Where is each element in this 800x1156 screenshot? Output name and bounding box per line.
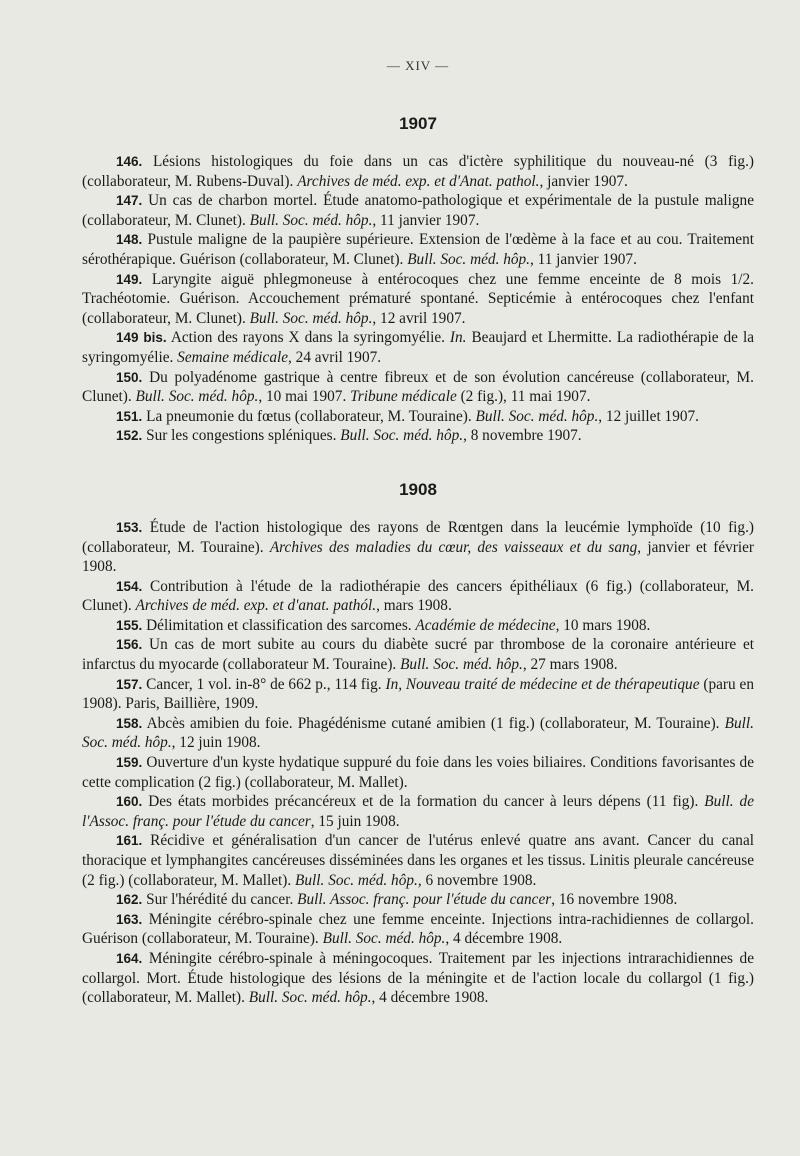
journal-title: Bull. Soc. méd. hôp. xyxy=(475,407,599,425)
entry-text: , janvier 1907. xyxy=(539,172,628,190)
bibliography-entry xyxy=(82,910,754,949)
entry-text: , 11 janvier 1907. xyxy=(529,250,637,268)
entry-text: Contribution à l'étude de la radiothérapie des cancers épithéliaux (6 fig.) (collaborateur, M. Clunet). xyxy=(82,577,754,615)
journal-title: In, Nouveau traité de médecine et de thérapeutique xyxy=(385,675,700,693)
entry-text: (2 fig.), 11 mai 1907. xyxy=(456,388,591,406)
bibliography-entry xyxy=(82,831,754,890)
entry-text: Récidive et généralisation d'un cancer de l'utérus enlevé quatre ans avant. Cancer du canal thoracique et lymphangites cancéreuses disséminées dans les organes et les tissus. Linitis pleurale cancéreuse (2 fig.) (collaborateur, M. Mallet). xyxy=(82,832,754,889)
entry-text: , 10 mai 1907. xyxy=(258,388,351,406)
entry-text: Délimitation et classification des sarcomes. xyxy=(142,616,416,634)
entry-text: Des états morbides précancéreux et de la formation du cancer à leurs dépens (11 fig). xyxy=(142,793,705,811)
entry-text: Action des rayons X dans la syringomyélie. xyxy=(166,329,450,347)
bibliography-entry xyxy=(82,270,754,329)
entry-number: 146. xyxy=(116,154,143,169)
entry-text: , 12 juin 1908. xyxy=(171,734,261,752)
entry-number: 159. xyxy=(116,755,143,771)
year-heading: 1907 xyxy=(399,114,437,133)
entry-number: 149 bis. xyxy=(116,330,167,346)
entry-list xyxy=(82,518,754,1008)
entry-number: 152. xyxy=(116,428,143,444)
bibliography-entry xyxy=(82,230,754,269)
entry-number: 160. xyxy=(116,794,143,810)
entry-text: Beaujard et Lhermitte. La radiothérapie de la syringomyélie. xyxy=(82,329,754,366)
bibliography-entry xyxy=(82,949,754,1008)
page-folio: — XIV — xyxy=(386,58,450,73)
entry-number: 147. xyxy=(116,193,143,209)
entry-text: , 12 juillet 1907. xyxy=(598,407,699,425)
entry-number: 161. xyxy=(116,833,143,849)
entry-text: , 16 novembre 1908. xyxy=(551,891,678,909)
entry-number: 150. xyxy=(116,369,143,385)
bibliography-entry xyxy=(82,753,754,792)
bibliography-entry xyxy=(82,191,754,230)
journal-title: Bull. Soc. méd. hôp. xyxy=(82,714,754,752)
entry-text: Sur l'hérédité du cancer. xyxy=(142,891,298,909)
entry-text: , 11 janvier 1907. xyxy=(372,211,480,229)
entry-text: Lésions histologiques du foie dans un cas d'ictère syphilitique du nouveau-né (3 fig.) (collaborateur, M. Rubens-Duval). xyxy=(82,153,754,190)
entry-number: 154. xyxy=(116,578,143,594)
journal-title: Bull. Soc. méd. hôp. xyxy=(340,427,464,445)
entry-text: , mars 1908. xyxy=(376,597,452,615)
journal-title: In. xyxy=(449,329,467,347)
entry-number: 156. xyxy=(116,637,143,653)
entry-list xyxy=(82,152,754,446)
entry-text: , 4 décembre 1908. xyxy=(445,930,563,948)
entry-text: Un cas de charbon mortel. Étude anatomo-pathologique et expérimentale de la pustule maligne (collaborateur, M. Clunet). xyxy=(82,192,754,229)
bibliography-entry xyxy=(82,577,754,616)
journal-title: Archives de méd. exp. et d'Anat. pathol. xyxy=(297,172,540,190)
journal-title: Bull. Soc. méd. hôp. xyxy=(295,871,418,889)
entry-text: La pneumonie du fœtus (collaborateur, M. Touraine). xyxy=(142,407,476,425)
entry-text: , 6 novembre 1908. xyxy=(417,871,537,889)
bibliography-entry xyxy=(82,792,754,831)
bibliography-entry xyxy=(82,714,754,753)
entry-text: Méningite cérébro-spinale chez une femme enceinte. Injections intra-rachidiennes de collargol. Guérison (collaborateur, M. Touraine). xyxy=(82,910,754,948)
bibliography-entry xyxy=(82,152,754,191)
journal-title: Archives des maladies du cœur, des vaisseaux et du sang xyxy=(269,538,638,556)
entry-text: , 10 mars 1908. xyxy=(555,616,651,634)
bibliography-entry xyxy=(82,635,754,674)
journal-title: Académie de médecine xyxy=(415,616,556,634)
section-1908 xyxy=(82,480,754,1008)
entry-text: , janvier et février 1908. xyxy=(82,538,754,576)
entry-text: Un cas de mort subite au cours du diabète sucré par thrombose de la coronaire antérieure et infarctus du myocarde (collaborateur M. Touraine). xyxy=(82,636,754,674)
entry-number: 157. xyxy=(116,676,143,692)
bibliography-entry xyxy=(82,675,754,714)
entry-text: Abcès amibien du foie. Phagédénisme cutané amibien (1 fig.) (collaborateur, M. Touraine). xyxy=(142,714,725,732)
journal-title: Bull. Soc. méd. hôp. xyxy=(248,989,372,1007)
bibliography-entry xyxy=(82,518,754,577)
journal-title: Bull. Soc. méd. hôp. xyxy=(407,250,530,268)
entry-text: , 15 juin 1908. xyxy=(310,812,400,830)
entry-text: Pustule maligne de la paupière supérieure. Extension de l'œdème à la face et au cou. Traitement sérothérapique. Guérison (collaborateur, M. Clunet). xyxy=(82,231,754,268)
entry-number: 163. xyxy=(116,911,143,927)
journal-title: Archives de méd. exp. et d'anat. pathól. xyxy=(135,597,377,615)
entry-text: Cancer, 1 vol. in-8° de 662 p., 114 fig. xyxy=(142,675,386,693)
bibliography-entry xyxy=(82,616,754,636)
entry-text: , 12 avril 1907. xyxy=(372,309,466,327)
entry-number: 148. xyxy=(116,232,143,248)
journal-title: Semaine médicale xyxy=(177,348,289,366)
journal-title: Bull. Soc. méd. hôp. xyxy=(400,656,523,674)
entry-text: Méningite cérébro-spinale à méningocoques. Traitement par les injections intrarachidiennes de collargol. Mort. Étude histologique des lésions de la méningite et de l'action locale du collargol (1 fig.) (collaborateur, M. Mallet). xyxy=(82,949,754,1007)
entry-text: Ouverture d'un kyste hydatique suppuré du foie dans les voies biliaires. Conditions favorisantes de cette complication (2 fig.) (collaborateur, M. Mallet). xyxy=(82,754,754,791)
bibliography-entry xyxy=(82,426,754,446)
journal-title: Bull. Soc. méd. hôp. xyxy=(135,388,259,406)
entry-text: (paru en 1908). Paris, Baillière, 1909. xyxy=(82,675,754,713)
bibliography-entry xyxy=(82,328,754,367)
entry-text: Étude de l'action histologique des rayons de Rœntgen dans la leucémie lymphoïde (10 fig.) (collaborateur, M. Touraine). xyxy=(82,518,754,556)
entry-number: 151. xyxy=(116,408,143,424)
entry-text: , 24 avril 1907. xyxy=(288,348,382,366)
entry-text: , 27 mars 1908. xyxy=(522,656,618,674)
journal-title: Tribune médicale xyxy=(350,388,457,406)
entry-number: 155. xyxy=(116,617,143,633)
entry-text: , 4 décembre 1908. xyxy=(371,989,489,1007)
entry-number: 158. xyxy=(116,715,143,731)
journal-title: Bull. Soc. méd. hôp. xyxy=(249,309,373,327)
bibliography-entry xyxy=(82,407,754,427)
entry-text: Du polyadénome gastrique à centre fibreux et de son évolution cancéreuse (collaborateur, M. Clunet). xyxy=(82,368,754,406)
journal-title: Bull. de l'Assoc. franç. pour l'étude du cancer xyxy=(82,793,754,830)
entry-text: Sur les congestions spléniques. xyxy=(142,427,341,445)
journal-title: Bull. Soc. méd. hôp. xyxy=(322,930,446,948)
section-1907 xyxy=(82,114,754,446)
entry-text: Laryngite aiguë phlegmoneuse à entérocoques chez une femme enceinte de 8 mois 1/2. Trachéotomie. Guérison. Accouchement prématuré spontané. Septicémie à entérocoques chez l'enfant (collaborateur, M. Clunet). xyxy=(82,270,754,327)
journal-title: Bull. Soc. méd. hôp. xyxy=(249,211,373,229)
bibliography-entry xyxy=(82,368,754,407)
entry-number: 162. xyxy=(116,892,143,908)
entry-number: 149. xyxy=(116,271,143,287)
entry-number: 153. xyxy=(116,519,143,535)
journal-title: Bull. Assoc. franç. pour l'étude du cancer xyxy=(297,891,552,909)
bibliography-entry xyxy=(82,890,754,910)
year-heading: 1908 xyxy=(399,479,437,499)
entry-number: 164. xyxy=(116,950,143,966)
entry-text: , 8 novembre 1907. xyxy=(463,427,582,445)
